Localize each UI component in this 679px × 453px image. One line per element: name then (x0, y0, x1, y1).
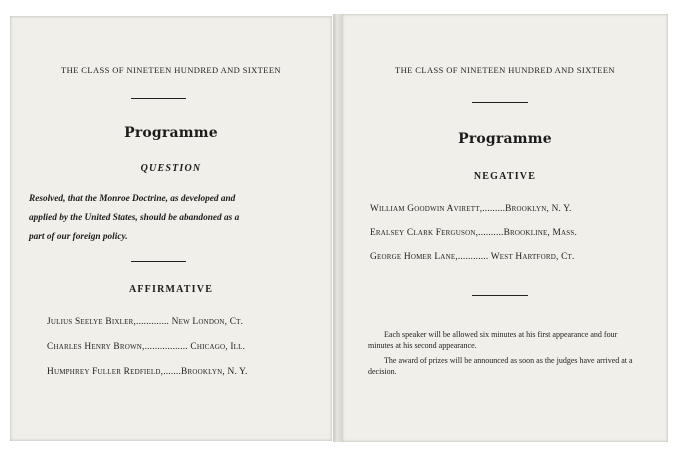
question-line: applied by the United States, should be abandoned as a (29, 213, 240, 223)
divider (131, 261, 186, 262)
negative-heading: NEGATIVE (473, 171, 537, 182)
prize-note: The award of prizes will be announced as soon as the judges have arrived at a decision. (368, 356, 633, 376)
negative-speaker: William Goodwin Avirett,.........Brooklyn, N. Y. (370, 204, 572, 214)
negative-speaker: George Homer Lane,............ West Hartford, Ct. (370, 252, 575, 262)
programme-title: Programme (458, 131, 552, 147)
class-header: THE CLASS OF NINETEEN HUNDRED AND SIXTEEN (61, 65, 281, 75)
affirmative-speaker: Humphrey Fuller Redfield,.......Brooklyn, N. Y. (47, 367, 248, 377)
question-text (29, 190, 329, 247)
question-line: Resolved, that the Monroe Doctrine, as developed and (29, 194, 236, 204)
divider (472, 295, 528, 296)
left-page (10, 16, 332, 441)
affirmative-speaker: Julius Seelye Bixler,............. New London, Ct. (47, 317, 244, 327)
divider (472, 102, 528, 103)
speaking-time-note: Each speaker will be allowed six minutes at his first appearance and four minutes at his second appearance. (368, 330, 618, 350)
question-heading: QUESTION (140, 163, 202, 174)
right-page (342, 14, 668, 442)
affirmative-heading: AFFIRMATIVE (128, 284, 214, 295)
question-line: part of our foreign policy. (29, 232, 128, 242)
divider (131, 98, 186, 99)
booklet-spine (333, 14, 342, 442)
affirmative-speaker: Charles Henry Brown,................. Chicago, Ill. (47, 342, 246, 352)
programme-title: Programme (124, 125, 218, 141)
class-header: THE CLASS OF NINETEEN HUNDRED AND SIXTEEN (395, 65, 615, 75)
negative-speaker: Eralsey Clark Ferguson,..........Brookline, Mass. (370, 228, 578, 238)
